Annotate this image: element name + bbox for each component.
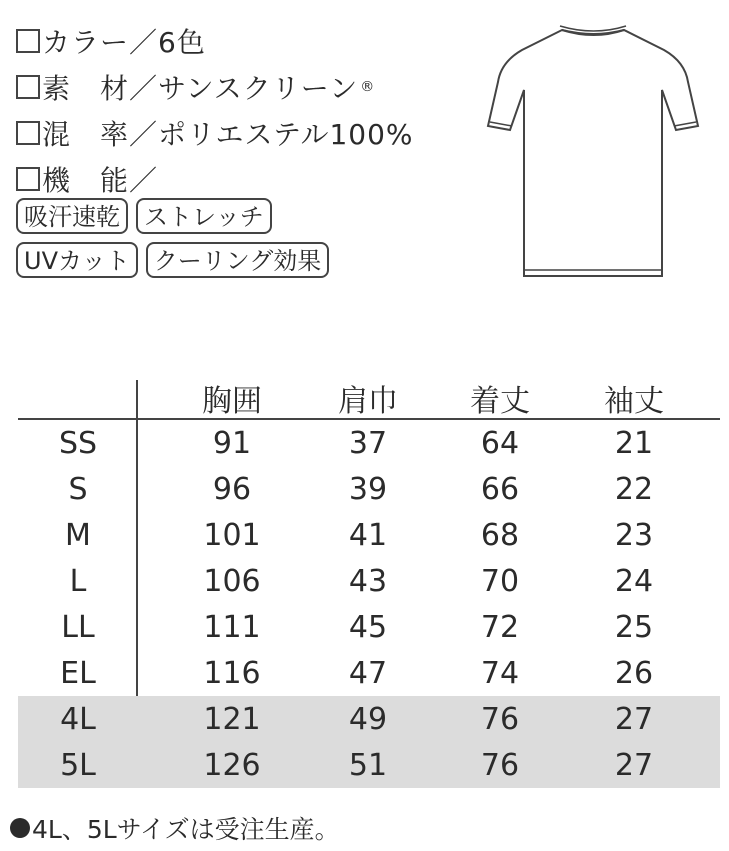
checkbox-icon — [16, 167, 40, 191]
spec-function-text: 機 能／ — [42, 164, 159, 197]
size-table — [18, 372, 720, 788]
table-row — [18, 466, 720, 512]
measurement-cell: 70 — [480, 564, 520, 599]
measurement-cell: 76 — [480, 702, 520, 737]
measurement-cell: 43 — [348, 564, 388, 599]
tag-quick-dry: 吸汗速乾 — [16, 198, 128, 234]
checkbox-icon — [16, 121, 40, 145]
tag-uv-cut: UVカット — [16, 242, 138, 278]
tshirt-back-illustration — [478, 18, 708, 288]
checkbox-icon — [16, 75, 40, 99]
footnote — [10, 810, 340, 846]
table-row — [18, 558, 720, 604]
table-header — [18, 372, 720, 420]
measurement-cell: 39 — [348, 472, 388, 507]
size-label: L — [69, 564, 87, 599]
measurement-cell: 121 — [203, 702, 261, 737]
spec-function — [16, 156, 414, 202]
measurement-cell: 126 — [203, 748, 261, 783]
measurement-cell: 111 — [203, 610, 261, 645]
spec-list — [16, 18, 414, 202]
spec-ratio-text: 混 率／ポリエステル100% — [42, 118, 414, 151]
spec-color — [16, 18, 414, 64]
measurement-cell: 45 — [348, 610, 388, 645]
table-row — [18, 742, 720, 788]
table-row — [18, 650, 720, 696]
size-label: SS — [58, 426, 98, 461]
measurement-cell: 41 — [348, 518, 388, 553]
checkbox-icon — [16, 29, 40, 53]
table-row — [18, 420, 720, 466]
measurement-cell: 21 — [614, 426, 654, 461]
size-label: 5L — [60, 748, 96, 783]
measurement-cell: 26 — [614, 656, 654, 691]
tag-row — [16, 198, 329, 234]
registered-mark: ® — [360, 79, 376, 95]
measurement-cell: 116 — [203, 656, 261, 691]
spec-ratio — [16, 110, 414, 156]
size-label: EL — [60, 656, 96, 691]
measurement-cell: 91 — [212, 426, 252, 461]
measurement-cell: 27 — [614, 702, 654, 737]
measurement-cell: 37 — [348, 426, 388, 461]
size-label: S — [68, 472, 88, 507]
footnote-text: 4L、5Lサイズは受注生産。 — [32, 815, 340, 844]
measurement-cell: 74 — [480, 656, 520, 691]
measurement-cell: 47 — [348, 656, 388, 691]
measurement-cell: 106 — [203, 564, 261, 599]
measurement-cell: 24 — [614, 564, 654, 599]
tag-cooling: クーリング効果 — [146, 242, 330, 278]
measurement-cell: 76 — [480, 748, 520, 783]
measurement-cell: 23 — [614, 518, 654, 553]
measurement-cell: 25 — [614, 610, 654, 645]
size-label: 4L — [60, 702, 96, 737]
tag-row — [16, 242, 329, 278]
tag-stretch: ストレッチ — [136, 198, 272, 234]
bullet-icon — [10, 818, 30, 838]
measurement-cell: 96 — [212, 472, 252, 507]
measurement-cell: 68 — [480, 518, 520, 553]
measurement-cell: 64 — [480, 426, 520, 461]
measurement-cell: 27 — [614, 748, 654, 783]
col-length: 着丈 — [470, 384, 530, 419]
measurement-cell: 72 — [480, 610, 520, 645]
col-chest: 胸囲 — [202, 384, 262, 419]
measurement-cell: 101 — [203, 518, 261, 553]
col-sleeve: 袖丈 — [604, 384, 664, 419]
col-shoulder: 肩巾 — [338, 384, 398, 419]
spec-material-text: 素 材／サンスクリーン — [42, 72, 359, 105]
spec-color-text: カラー／6色 — [42, 26, 206, 59]
size-label: M — [65, 518, 91, 553]
feature-tags — [16, 198, 329, 286]
measurement-cell: 22 — [614, 472, 654, 507]
spec-material — [16, 64, 414, 110]
measurement-cell: 49 — [348, 702, 388, 737]
measurement-cell: 66 — [480, 472, 520, 507]
table-row — [18, 604, 720, 650]
size-label: LL — [61, 610, 95, 645]
measurement-cell: 51 — [348, 748, 388, 783]
table-row — [18, 512, 720, 558]
table-body — [18, 420, 720, 788]
table-row — [18, 696, 720, 742]
